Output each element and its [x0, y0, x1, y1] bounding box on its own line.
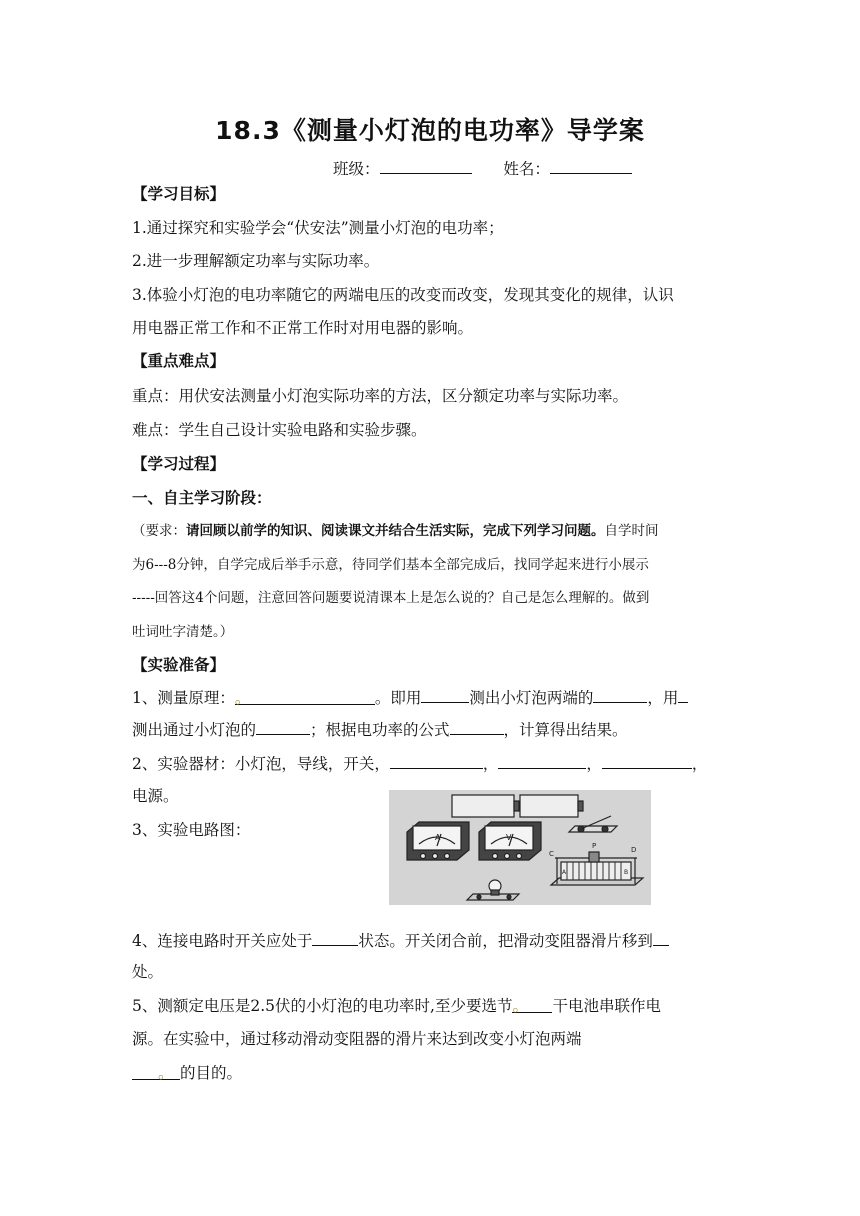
class-blank[interactable]: [380, 157, 472, 174]
goal-item-3-line-1: 3.体验小灯泡的电功率随它的两端电压的改变而改变，发现其变化的规律，认识: [132, 286, 674, 304]
q1-line2-b: ；根据电功率的公式: [310, 721, 450, 739]
voltmeter-icon: [479, 822, 541, 860]
q1-dot: 。: [234, 689, 251, 707]
principle-blank[interactable]: [235, 688, 375, 705]
requirement-line-3: -----回答这4个问题，注意回答问题要说清课本上是怎么说的？自己是怎么理解的。做到: [132, 590, 650, 606]
equipment-figure: [389, 790, 651, 905]
q1-mid-3: ，用: [647, 689, 679, 707]
q4-b: 状态。开关闭合前，把滑动变阻器滑片移到: [358, 932, 653, 950]
requirement-line-1: [132, 521, 732, 541]
q1-mid-1: 。即用: [374, 689, 422, 707]
rheostat-icon: [549, 842, 643, 885]
battery-count-blank[interactable]: [512, 996, 552, 1013]
requirement-line-4: 吐词吐字清楚。）: [132, 624, 234, 640]
switch-icon: [569, 816, 617, 832]
question-5-line-1: [132, 996, 732, 1016]
q5-b: 干电池串联作电: [552, 997, 661, 1015]
q5-dot-2: 。: [158, 1064, 174, 1082]
equipment-blank-2[interactable]: [498, 752, 586, 769]
goals-heading: 【学习目标】: [132, 184, 226, 203]
class-label: 班级：: [333, 160, 380, 178]
key-point: 重点：用伏安法测量小灯泡实际功率的方法，区分额定功率与实际功率。: [132, 387, 629, 405]
question-5-line-2: 源。在实验中，通过移动滑动变阻器的滑片来达到改变小灯泡两端: [132, 1030, 582, 1048]
voltmeter-blank[interactable]: [421, 686, 469, 703]
rheostat-a-label: A: [562, 869, 567, 876]
q5-a: 5、测额定电压是2.5伏的小灯泡的电功率时,至少要选节: [132, 997, 513, 1015]
question-3: 3、实验电路图：: [132, 821, 251, 839]
current-blank[interactable]: [256, 718, 310, 735]
ammeter-mark: A: [435, 833, 441, 842]
rheostat-p-label: P: [592, 842, 597, 850]
bulb-icon: [467, 880, 519, 900]
requirement-tail: 自学时间: [604, 523, 659, 539]
goal-item-3-line-2: 用电器正常工作和不正常工作时对用电器的影响。: [132, 319, 474, 337]
q1-line2-c: ，计算得出结果。: [503, 721, 628, 739]
ammeter-blank[interactable]: [678, 686, 688, 703]
requirement-bold: 请回顾以前学的知识、阅读课文并结合生活实际，完成下列学习问题。: [186, 523, 605, 539]
question-1-line-1: [132, 686, 732, 708]
q1-mid-2: 测出小灯泡两端的: [469, 689, 594, 707]
q2-prefix: 2、实验器材：小灯泡，导线，开关，: [132, 755, 390, 773]
question-2-line-2: 电源。: [132, 787, 179, 805]
prep-heading: 【实验准备】: [132, 655, 226, 674]
requirement-prefix: （要求：: [132, 523, 186, 539]
stage-1-heading: 一、自主学习阶段：: [132, 488, 272, 507]
name-blank[interactable]: [550, 157, 632, 174]
voltage-blank[interactable]: [593, 686, 647, 703]
question-1-line-2: [132, 718, 732, 740]
goal-item-2: 2.进一步理解额定功率与实际功率。: [132, 252, 380, 270]
slider-position-blank[interactable]: [653, 929, 669, 946]
q5-line3-b: 的目的。: [180, 1064, 243, 1082]
switch-state-blank[interactable]: [312, 929, 358, 946]
name-label: 姓名：: [503, 160, 550, 178]
q4-a: 4、连接电路时开关应处于: [132, 932, 313, 950]
requirement-line-2: 为6---8分钟，自学完成后举手示意，待同学们基本全部完成后，找同学起来进行小展示: [132, 557, 649, 573]
formula-blank[interactable]: [450, 718, 504, 735]
ammeter-icon: [407, 822, 469, 860]
q2-sep-3: ，: [691, 755, 708, 773]
question-4-line-1: [132, 929, 732, 951]
question-4-line-2: 处。: [132, 963, 164, 981]
question-2-line-1: [132, 752, 732, 774]
rheostat-d-label: D: [631, 846, 637, 854]
difficult-point: 难点：学生自己设计实验电路和实验步骤。: [132, 421, 427, 439]
rheostat-b-label: B: [624, 869, 629, 876]
page-title: 18.3《测量小灯泡的电功率》导学案: [215, 116, 645, 145]
key-points-heading: 【重点难点】: [132, 351, 226, 370]
rheostat-c-label: C: [549, 850, 554, 858]
equipment-blank-3[interactable]: [602, 752, 692, 769]
q1-line2-a: 测出通过小灯泡的: [132, 721, 257, 739]
q2-sep-1: ，: [482, 755, 499, 773]
purpose-blank[interactable]: [132, 1063, 180, 1080]
battery-icon: [452, 795, 583, 817]
q5-dot: 。: [512, 997, 528, 1015]
q1-prefix: 1、测量原理：: [132, 689, 235, 707]
voltmeter-mark: V: [506, 833, 512, 842]
question-5-line-3: [132, 1063, 732, 1083]
equipment-illustration: [389, 790, 651, 905]
student-info-row: [333, 157, 753, 179]
process-heading: 【学习过程】: [132, 454, 226, 473]
goal-item-1: 1.通过探究和实验学会“伏安法”测量小灯泡的电功率；: [132, 219, 504, 237]
equipment-blank-1[interactable]: [390, 752, 483, 769]
q2-sep-2: ，: [586, 755, 602, 773]
